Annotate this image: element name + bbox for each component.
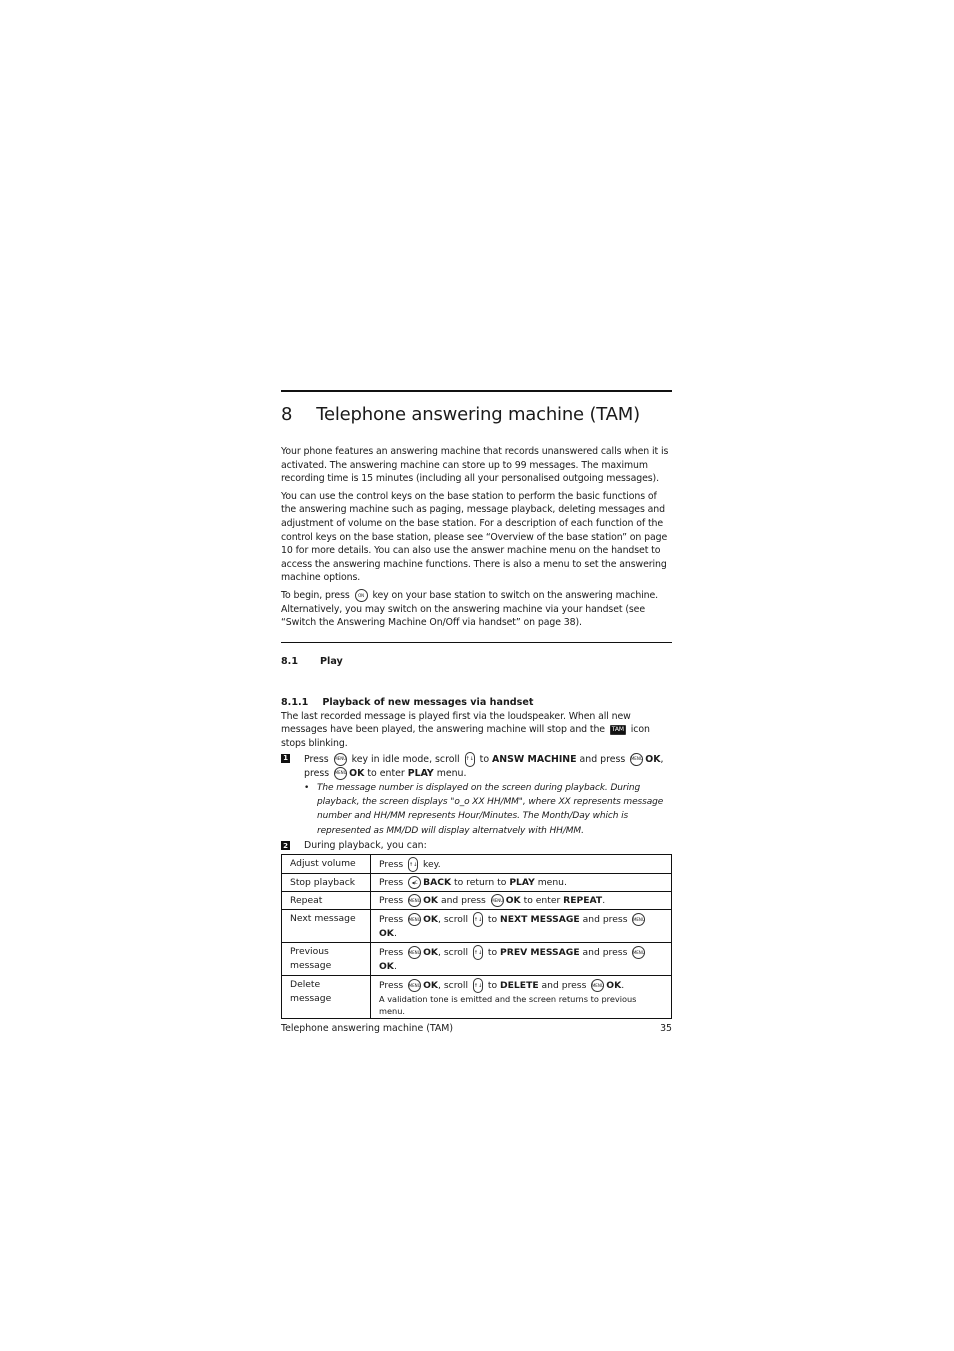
table-row xyxy=(282,910,672,943)
ok-label: OK xyxy=(423,895,439,907)
section-heading xyxy=(281,656,672,667)
intro-paragraph-2: You can use the control keys on the base station to perform the basic functions of the answering machine such as paging, message playback, deleting messages and adjustment of volume on the base station. For a description of each function of the control keys on the base station, please see “Overview of the base station” on page 10 for more details. You can also use the answer machine menu on the handset to access the answering machine functions. There is also a menu to set the answering machine options. xyxy=(281,490,668,584)
footer-chapter-title: Telephone answering machine (TAM) xyxy=(281,1023,454,1035)
back-label: BACK xyxy=(423,877,452,889)
word-to-enter: to enter xyxy=(367,767,405,779)
menu-key-icon: MENU xyxy=(632,913,645,926)
word-press: Press xyxy=(379,947,404,959)
word-and-press: and press xyxy=(582,914,628,926)
period: . xyxy=(602,895,606,907)
word-press: Press xyxy=(304,753,329,765)
row-label: Stop playback xyxy=(282,874,371,892)
row-label: Previous message xyxy=(282,943,371,976)
period: . xyxy=(621,980,625,992)
menu-key-icon: MENU xyxy=(408,894,421,907)
word-to: to xyxy=(487,980,498,992)
menu-key-icon: MENU xyxy=(334,767,347,780)
word-scroll: , scroll xyxy=(438,947,469,959)
scroll-key-icon: ↑↓ xyxy=(465,752,475,767)
ok-label: OK xyxy=(423,914,439,926)
row-instruction xyxy=(371,892,672,910)
table-row xyxy=(282,943,672,976)
word-to: to xyxy=(479,753,490,765)
top-rule xyxy=(281,390,672,392)
word-press: Press xyxy=(379,914,404,926)
word-and-press: and press xyxy=(440,895,486,907)
ok-label-2: OK xyxy=(606,980,622,992)
ok-label-2: OK xyxy=(379,961,394,973)
intro-paragraph-3 xyxy=(281,589,672,630)
subsection-heading xyxy=(281,697,672,708)
ok-label: OK xyxy=(645,753,661,765)
word-to: to xyxy=(487,947,498,959)
section-title: Play xyxy=(320,655,343,667)
word-to-enter: to enter xyxy=(523,895,561,907)
row-instruction xyxy=(371,855,672,874)
sub-para-end: icon stops blinking. xyxy=(281,724,650,749)
step-2 xyxy=(281,839,672,853)
onoff-key-icon: ON xyxy=(355,589,368,602)
step-1 xyxy=(281,752,672,781)
page-number: 35 xyxy=(660,1023,672,1035)
word-press: Press xyxy=(379,895,404,907)
word-press: Press xyxy=(379,877,404,889)
step-1-t1: key in idle mode, scroll xyxy=(351,753,460,765)
word-to: to xyxy=(487,914,498,926)
repeat-label: REPEAT xyxy=(563,895,603,907)
chapter-number: 8 xyxy=(281,404,293,425)
section-rule xyxy=(281,642,672,643)
word-key: key. xyxy=(423,859,441,871)
subsection-number: 8.1.1 xyxy=(281,696,309,708)
step-1-note xyxy=(281,781,672,839)
word-return: to return to xyxy=(454,877,507,889)
menu-key-icon: MENU xyxy=(408,946,421,959)
table-row xyxy=(282,892,672,910)
word-menu: menu. xyxy=(436,767,467,779)
row-label: Adjust volume xyxy=(282,855,371,874)
row-instruction xyxy=(371,874,672,892)
play-label: PLAY xyxy=(509,877,535,889)
period: . xyxy=(393,961,397,973)
ok-label-2: OK xyxy=(349,767,365,779)
menu-key-icon: MENU xyxy=(334,753,347,766)
section-number: 8.1 xyxy=(281,655,298,667)
menu-key-icon: MENU xyxy=(630,753,643,766)
menu-key-icon: MENU xyxy=(408,913,421,926)
next-message-label: NEXT MESSAGE xyxy=(500,914,580,926)
word-menu: menu. xyxy=(537,877,567,889)
table-row xyxy=(282,855,672,874)
scroll-key-icon: ↑↓ xyxy=(473,912,483,927)
menu-key-icon: MENU xyxy=(408,979,421,992)
menu-key-icon: MENU xyxy=(591,979,604,992)
word-press-2: press xyxy=(304,767,330,779)
delete-label: DELETE xyxy=(500,980,539,992)
word-and-press: and press xyxy=(541,980,587,992)
menu-key-icon: MENU xyxy=(491,894,504,907)
intro-paragraph-1: Your phone features an answering machine that records unanswered calls when it is activated. The answering machine can store up to 99 messages. The maximum recording time is 15 minutes (including all your personalised outgoing messages). xyxy=(281,446,669,485)
tam-icon: TAM xyxy=(611,726,624,734)
period: . xyxy=(393,928,397,940)
delete-note: A validation tone is emitted and the screen returns to previous menu. xyxy=(379,994,637,1017)
word-scroll: , scroll xyxy=(438,914,469,926)
scroll-key-icon: ↑↓ xyxy=(473,978,483,993)
manual-page xyxy=(281,390,672,1034)
scroll-key-icon: ↑↓ xyxy=(473,945,483,960)
play-label: PLAY xyxy=(407,767,434,779)
bullet: • xyxy=(304,782,310,793)
ok-label: OK xyxy=(423,980,439,992)
page-footer xyxy=(281,1023,672,1034)
word-press: Press xyxy=(379,980,404,992)
row-label: Delete message xyxy=(282,976,371,1019)
scroll-key-icon: ↑↓ xyxy=(408,857,418,872)
row-label: Repeat xyxy=(282,892,371,910)
back-key-icon: ◀C xyxy=(408,876,421,889)
subsection-title: Playback of new messages via handset xyxy=(322,696,534,708)
chapter-heading xyxy=(281,404,672,425)
ok-label-2: OK xyxy=(505,895,521,907)
table-row xyxy=(282,976,672,1019)
row-instruction xyxy=(371,910,672,943)
row-instruction xyxy=(371,976,672,1019)
p3-end: key on your base station to switch on the answering machine. Alternatively, you may switch on the answering machine via your handset (see “Switch the Answering Machine On/Off via handset” on page 38). xyxy=(281,589,659,629)
row-label: Next message xyxy=(282,910,371,943)
menu-key-icon: MENU xyxy=(632,946,645,959)
word-and-press: and press xyxy=(579,753,626,765)
p3-start: To begin, press xyxy=(281,589,350,601)
answ-machine-label: ANSW MACHINE xyxy=(492,753,577,765)
subsection-paragraph xyxy=(281,710,672,751)
word-scroll: , scroll xyxy=(438,980,469,992)
step-1-text: Press MENU key in idle mode, scroll ↑↓ to ANSW MACHINE and press MENU OK, press MENU OK to enter PLAY menu. xyxy=(304,753,664,779)
note-text: The message number is displayed on the screen during playback. During playback, the screen displays "o_o XX HH/MM", where XX represents message number and HH/MM represents Hour/Minutes. The Month/Day which is represented as MM/DD will display alternatvely with HH/MM. xyxy=(317,782,664,836)
table-row xyxy=(282,874,672,892)
playback-actions-table xyxy=(281,854,672,1019)
word-press: Press xyxy=(379,859,404,871)
row-instruction xyxy=(371,943,672,976)
prev-message-label: PREV MESSAGE xyxy=(500,947,580,959)
ok-label: OK xyxy=(423,947,439,959)
step-number-2: 2 xyxy=(281,841,290,850)
ok-label-2: OK xyxy=(379,928,394,940)
word-and-press: and press xyxy=(582,947,628,959)
sub-para-start: The last recorded message is played first via the loudspeaker. When all new messages have been played, the answering machine will stop and the xyxy=(281,710,631,736)
step-2-text: During playback, you can: xyxy=(304,840,427,852)
chapter-title: Telephone answering machine (TAM) xyxy=(316,404,640,425)
step-number-1: 1 xyxy=(281,754,290,763)
